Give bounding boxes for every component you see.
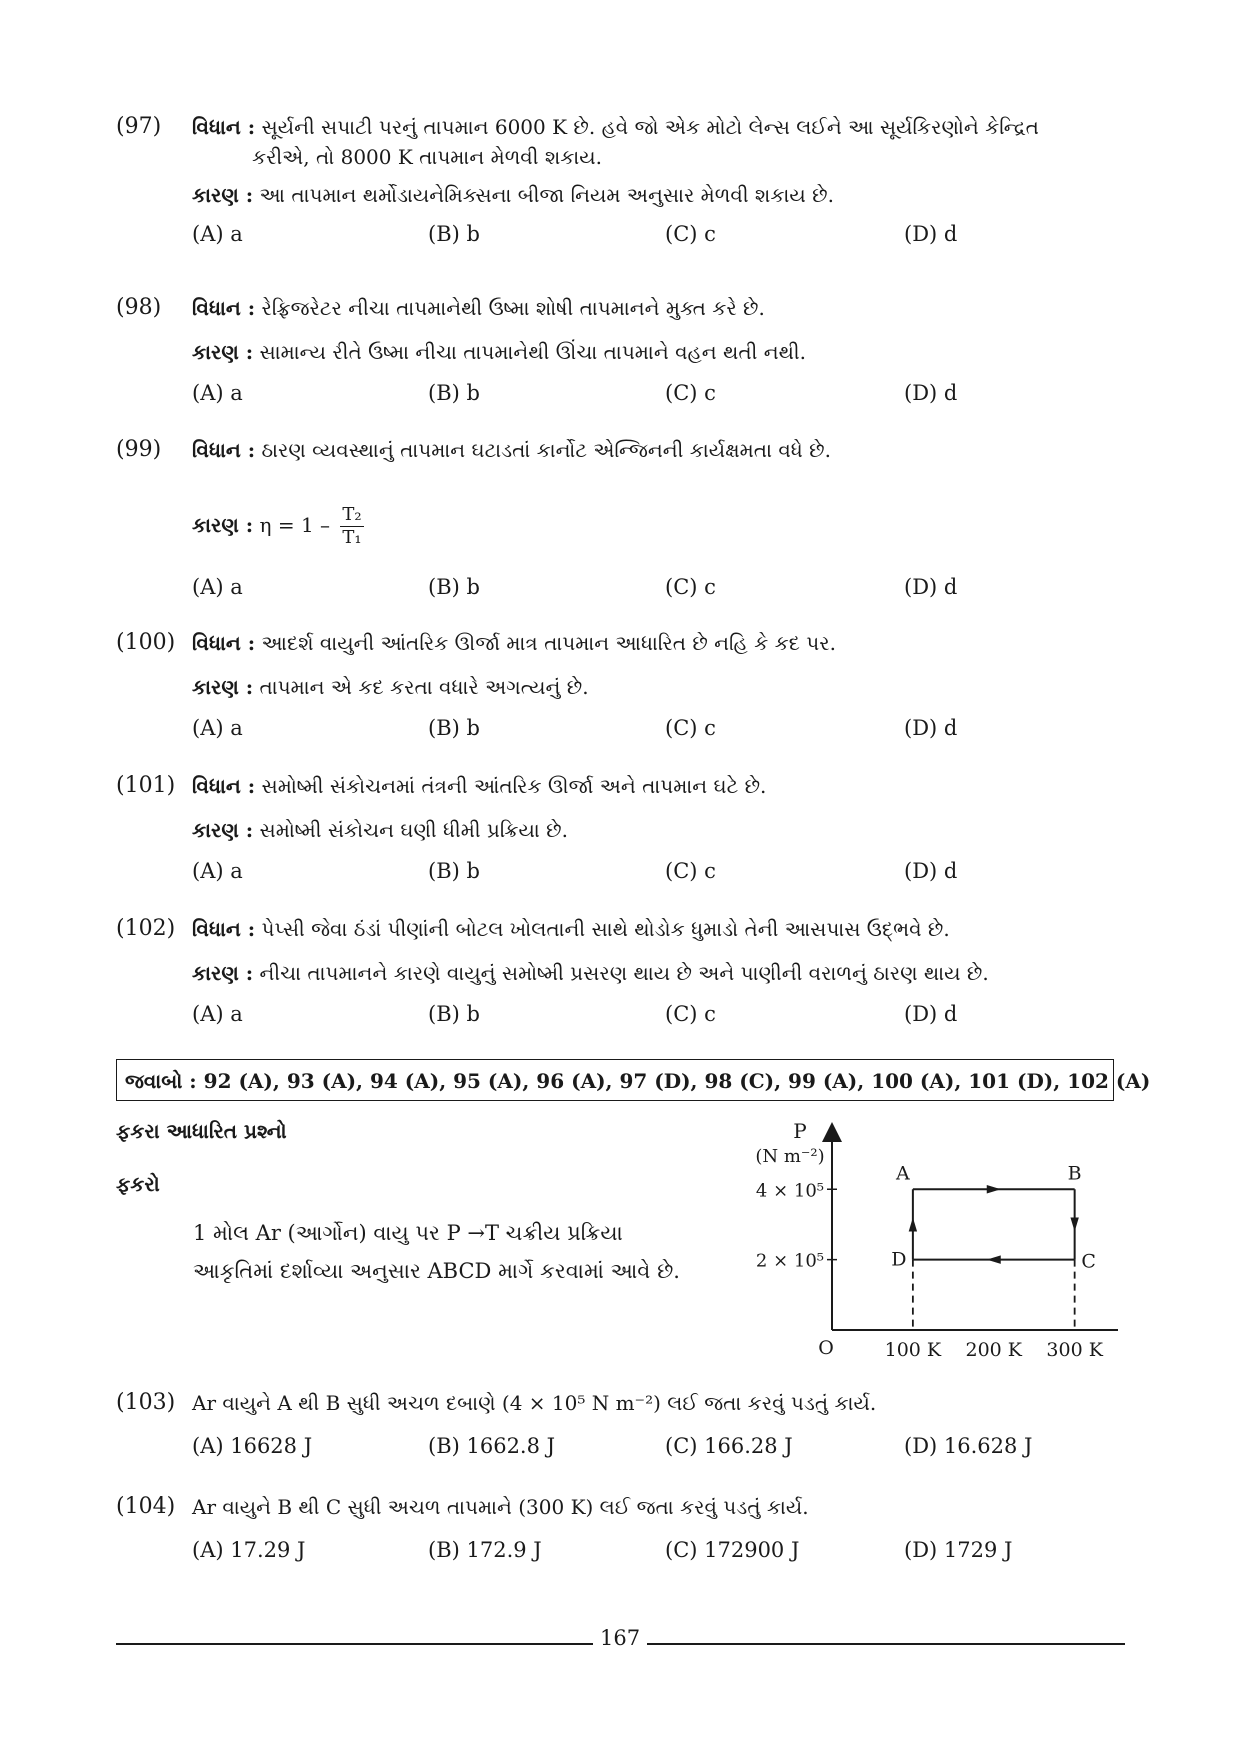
options [192,1538,1122,1568]
cycle-arrow-CD [987,1255,1001,1263]
option-b[interactable]: (B) 172.9 J [428,1538,542,1562]
option-b[interactable]: (B) b [428,716,480,740]
option-d[interactable]: (D) d [904,222,958,246]
option-d[interactable]: (D) d [904,859,958,883]
question-number: (101) [116,773,176,798]
statement-text: રેફ્રિજરેટર નીચા તાપમાનેથી ઉષ્મા શોષી તાપમાનને મુક્ત કરે છે. [261,296,765,320]
passage-text [193,1214,713,1290]
statement-continuation: કરીએ, તો 8000 K તાપમાન મેળવી શકાય. [252,145,603,169]
point-label-d: D [891,1248,907,1271]
option-d[interactable]: (D) d [904,716,958,740]
reason-label: કારણ : [192,513,254,537]
option-b[interactable]: (B) b [428,575,480,599]
statement [192,914,950,944]
statement [192,293,765,323]
option-b[interactable]: (B) 1662.8 J [428,1434,556,1458]
cycle-arrow-AB [987,1185,1001,1193]
statement [192,771,766,801]
statement-text: આદર્શ વાયુની આંતરિક ઊર્જા માત્ર તાપમાન આધારિત છે નહિ કે કદ પર. [261,631,836,655]
options [192,859,1122,889]
statement-label: વિધાન : [192,438,256,462]
reason-text: સામાન્ય રીતે ઉષ્મા નીચા તાપમાનેથી ઊંચા તાપમાને વહન થતી નથી. [259,340,807,364]
question-number: (99) [116,437,162,462]
options [192,222,1122,252]
option-c[interactable]: (C) c [665,222,716,246]
options [192,1002,1122,1032]
option-c[interactable]: (C) c [665,859,716,883]
x-tick-label: 200 K [965,1339,1023,1358]
reason [192,672,589,702]
cycle-arrow-DA [909,1217,917,1231]
option-b[interactable]: (B) b [428,1002,480,1026]
statement [192,112,1039,142]
x-tick-label: 300 K [1046,1339,1103,1358]
option-d[interactable]: (D) d [904,1002,958,1026]
option-c[interactable]: (C) c [665,1002,716,1026]
option-b[interactable]: (B) b [428,859,480,883]
point-label-a: A [896,1162,910,1185]
reason [192,958,989,988]
point-label-b: B [1067,1162,1082,1185]
fraction-numerator: T₂ [342,504,362,525]
options [192,1434,1122,1464]
option-c[interactable]: (C) 166.28 J [665,1434,793,1458]
option-a[interactable]: (A) a [192,381,243,405]
reason-label: કારણ : [192,818,254,842]
passage-line-2: આકૃતિમાં દર્શાવ્યા અનુસાર ABCD માર્ગે કરવામાં આવે છે. [193,1259,680,1283]
option-a[interactable]: (A) 16628 J [192,1434,313,1458]
guide-lines [913,1260,1075,1330]
question-number: (103) [116,1390,176,1415]
question-text: Ar વાયુને A થી B સુધી અચળ દબાણે (4 × 10⁵ N m⁻²) લઈ જતા કરવું પડતું કાર્ય. [192,1391,877,1415]
options [192,575,1122,605]
statement-text: ઠારણ વ્યવસ્થાનું તાપમાન ઘટાડતાં કાર્નોટ એન્જિનની કાર્યક્ષમતા વધે છે. [261,438,831,462]
statement-label: વિધાન : [192,631,256,655]
option-a[interactable]: (A) a [192,222,243,246]
statement-text: પેપ્સી જેવા ઠંડાં પીણાંની બોટલ ખોલતાની સાથે થોડોક ધુમાડો તેની આસપાસ ઉદ્ભવે છે. [261,917,950,941]
option-c[interactable]: (C) c [665,716,716,740]
statement [192,628,836,658]
reason-label: કારણ : [192,340,254,364]
cycle-arrow-BC [1070,1217,1078,1231]
reason-text: આ તાપમાન થર્મોડાયનેમિક્સના બીજા નિયમ અનુસાર મેળવી શકાય છે. [259,183,834,207]
section-heading: ફકરા આધારિત પ્રશ્નો [116,1119,287,1143]
reason [192,180,834,210]
option-d[interactable]: (D) d [904,381,958,405]
y-axis-label: P [793,1119,807,1143]
point-label-c: C [1081,1250,1096,1273]
reason [192,337,806,367]
question-number: (102) [116,916,176,941]
fraction-denominator: T₁ [342,527,362,548]
pt-cycle-chart [740,1118,1130,1358]
option-c[interactable]: (C) c [665,381,716,405]
question-number: (100) [116,630,176,655]
statement-text: સમોષ્મી સંકોચનમાં તંત્રની આંતરિક ઊર્જા અને તાપમાન ઘટે છે. [261,774,767,798]
page-number: 167 [600,1626,641,1650]
x-tick-labels [885,1339,1104,1358]
question-number: (97) [116,114,162,139]
options [192,381,1122,411]
point-labels [891,1162,1096,1272]
fraction [340,504,363,549]
option-a[interactable]: (A) 17.29 J [192,1538,306,1562]
reason-text: તાપમાન એ કદ કરતા વધારે અગત્યનું છે. [259,675,589,699]
options [192,716,1122,746]
reason-label: કારણ : [192,183,254,207]
y-tick-label: 2 × 10⁵ [755,1250,824,1272]
footer-rule-right [647,1643,1125,1645]
passage-line-1: 1 મોલ Ar (આર્ગોન) વાયુ પર P →T ચક્રીય પ્રક્રિયા [193,1221,623,1245]
option-c[interactable]: (C) c [665,575,716,599]
answer-key-box: જવાબો : 92 (A), 93 (A), 94 (A), 95 (A), 96 (A), 97 (D), 98 (C), 99 (A), 100 (A), 101 (D), 102 (A) [116,1059,1114,1101]
statement [192,435,831,465]
reason [192,815,568,845]
option-c[interactable]: (C) 172900 J [665,1538,800,1562]
option-a[interactable]: (A) a [192,1002,243,1026]
reason-text: સમોષ્મી સંકોચન ઘણી ધીમી પ્રક્રિયા છે. [259,818,568,842]
option-a[interactable]: (A) a [192,575,243,599]
reason-label: કારણ : [192,961,254,985]
y-axis-unit: (N m⁻²) [755,1146,825,1167]
reason-formula: η = 1 – [259,513,331,537]
option-d[interactable]: (D) 16.628 J [904,1434,1033,1458]
passage-heading: ફકરો [116,1172,160,1196]
reason-label: કારણ : [192,675,254,699]
option-a[interactable]: (A) a [192,859,243,883]
question-number: (98) [116,295,162,320]
reason [192,499,364,551]
y-tick-label: 4 × 10⁵ [755,1180,824,1202]
statement-label: વિધાન : [192,115,256,139]
x-tick-label: 100 K [884,1339,942,1358]
cycle-path [909,1185,1079,1264]
question-number: (104) [116,1494,176,1519]
statement-text: સૂર્યની સપાટી પરનું તાપમાન 6000 K છે. હવે જો એક મોટો લેન્સ લઈને આ સૂર્યકિરણોને કેન્દ્રિત [261,115,1039,139]
statement-label: વિધાન : [192,296,256,320]
reason-text: નીચા તાપમાનને કારણે વાયુનું સમોષ્મી પ્રસરણ થાય છે અને પાણીની વરાળનું ઠારણ થાય છે. [259,961,989,985]
option-d[interactable]: (D) d [904,575,958,599]
option-d[interactable]: (D) 1729 J [904,1538,1013,1562]
y-tick-labels [756,1180,837,1271]
statement-label: વિધાન : [192,774,256,798]
footer-rule-left [116,1643,593,1645]
option-b[interactable]: (B) b [428,381,480,405]
origin-label: O [818,1337,834,1358]
question-text: Ar વાયુને B થી C સુધી અચળ તાપમાને (300 K) લઈ જતા કરવું પડતું કાર્ય. [192,1495,809,1519]
option-a[interactable]: (A) a [192,716,243,740]
statement-label: વિધાન : [192,917,256,941]
option-b[interactable]: (B) b [428,222,480,246]
